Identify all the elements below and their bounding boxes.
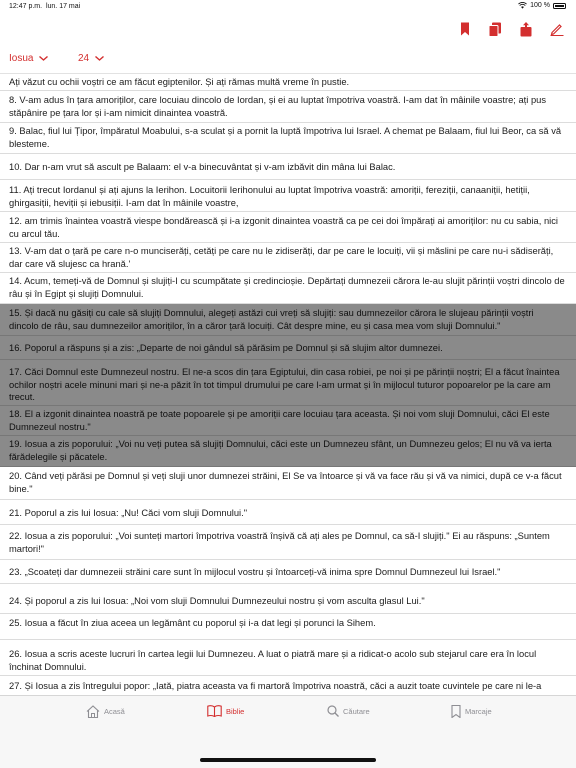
copy-icon[interactable] xyxy=(486,20,504,38)
divider xyxy=(0,303,576,304)
verse-item[interactable]: 21. Poporul a zis lui Iosua: „Nu! Căci vom sluji Domnului." xyxy=(9,508,248,518)
divider xyxy=(0,405,576,406)
home-indicator xyxy=(200,758,376,762)
verse-list xyxy=(0,74,576,695)
divider xyxy=(0,524,576,525)
verse-item[interactable]: 14. Acum, temeți-vă de Domnul și slujiți-I cu scumpătate și credincioșie. Depărtați dumnezeii cărora le-au slujit părinții voștri dincolo de râu și în Egipt și slujiți Domnului. xyxy=(9,276,565,299)
chapter-selector[interactable] xyxy=(78,53,104,64)
status-time: 12:47 p.m. xyxy=(9,3,43,10)
verse-item[interactable]: 9. Balac, fiul lui Țipor, împăratul Moabului, s-a sculat și a pornit la luptă împotriva lui Israel. A chemat pe Balaam, fiul lui Beor, ca să vă blesteme. xyxy=(9,126,562,149)
divider xyxy=(0,675,576,676)
battery-icon xyxy=(553,3,566,9)
verse-item[interactable]: 24. Și poporul a zis lui Iosua: „Noi vom sluji Domnului Dumnezeului nostru și vom asculta glasul Lui." xyxy=(9,596,425,606)
battery-percent: 100 % xyxy=(530,2,550,9)
share-icon[interactable] xyxy=(517,20,535,38)
divider xyxy=(0,639,576,640)
book-icon xyxy=(207,705,222,717)
verse-item[interactable]: Ați văzut cu ochii voștri ce am făcut egiptenilor. Și ați rămas multă vreme în pustie. xyxy=(9,77,350,87)
divider xyxy=(0,359,576,360)
divider xyxy=(0,435,576,436)
verse-item[interactable]: 12. am trimis înaintea voastră viespe bondărească și i-a izgonit dinaintea voastră ca pe cei doi împărați ai amoriților: nu cu sabia, nici cu arcul tău. xyxy=(9,216,558,239)
chevron-down-icon xyxy=(95,56,104,61)
wifi-icon xyxy=(518,2,527,9)
book-name: Iosua xyxy=(9,53,34,64)
status-bar xyxy=(0,0,576,14)
verse-item[interactable]: 17. Căci Domnul este Dumnezeul nostru. El ne-a scos din țara Egiptului, din casa robiei, pe noi și pe părinții noștri; El a făcut înaintea ochilor noștri acele minuni mari și ne-a păzit în tot timpul drumului pe care l-am urmat și în mijlocul tuturor popoarelor pe la care am trecut. xyxy=(9,367,560,403)
verse-item[interactable]: 15. Și dacă nu găsiți cu cale să slujiți Domnului, alegeți astăzi cui vreți să slujiți: sau dumnezeilor cărora le slujeau părinții voștri dincolo de râu, sau dumnezeilor amoriților, în a căror țară locuiți. Cât despre mine, eu și casa mea vom sluji Domnului." xyxy=(9,308,534,331)
top-toolbar xyxy=(0,14,576,44)
divider xyxy=(0,242,576,243)
verse-item[interactable]: 19. Iosua a zis poporului: „Voi nu veți putea să slujiți Domnului, căci este un Dumnezeu sfânt, un Dumnezeu gelos; El nu vă va ierta fărădelegile și păcatele. xyxy=(9,439,552,462)
divider xyxy=(0,122,576,123)
tab-home[interactable] xyxy=(86,705,125,718)
divider xyxy=(0,211,576,212)
chevron-down-icon xyxy=(39,56,48,61)
verse-item[interactable]: 27. Și Iosua a zis întregului popor: „Iată, piatra aceasta va fi martoră împotriva noastră, căci a auzit toate cuvintele pe care ni le-a xyxy=(9,681,542,691)
book-selector[interactable] xyxy=(9,53,48,64)
divider xyxy=(0,335,576,336)
bookmark-icon[interactable] xyxy=(456,20,474,38)
tab-label: Marcaje xyxy=(465,707,492,716)
home-icon xyxy=(86,705,100,718)
chapter-number: 24 xyxy=(78,53,90,64)
book-chapter-selector xyxy=(0,44,576,74)
bookmark-icon xyxy=(451,705,461,718)
verse-item[interactable]: 20. Când veți părăsi pe Domnul și veți sluji unor dumnezei străini, El Se va întoarce și vă va face rău și vă va nimici, după ce v-a făcut bine." xyxy=(9,471,562,494)
verse-item[interactable]: 26. Iosua a scris aceste lucruri în cartea legii lui Dumnezeu. A luat o piatră mare și a ridicat-o acolo sub stejarul care era în locul închinat Domnului. xyxy=(9,649,537,672)
divider xyxy=(0,272,576,273)
tab-label: Căutare xyxy=(343,706,370,716)
divider xyxy=(0,613,576,614)
verse-item[interactable]: 18. El a izgonit dinaintea noastră pe toate popoarele și pe amoriții care locuiau țara aceasta. Și noi vom sluji Domnului, căci El este Dumnezeul nostru." xyxy=(9,409,550,432)
tab-bookmarks[interactable] xyxy=(451,705,492,718)
divider xyxy=(0,153,576,154)
verse-item[interactable]: 8. V-am adus în țara amoriților, care locuiau dincolo de Iordan, și ei au luptat împotriva voastră. I-am dat în mâinile voastre; ați pus stăpânire pe țara lor și i-am nimicit dinaintea voastră. xyxy=(9,95,547,118)
tab-label: Biblie xyxy=(226,706,245,716)
divider xyxy=(0,466,576,467)
search-icon xyxy=(327,705,339,717)
tab-bible[interactable] xyxy=(207,705,244,717)
verse-item[interactable]: 22. Iosua a zis poporului: „Voi sunteți martori împotriva voastră înșivă că ați ales pe Domnul, ca să-I slujiți." Ei au răspuns: „Suntem martori!" xyxy=(9,531,550,554)
verse-item[interactable]: 25. Iosua a făcut în ziua aceea un legământ cu poporul și i-a dat legi și porunci la Sihem. xyxy=(9,618,376,628)
divider xyxy=(0,583,576,584)
status-date: lun. 17 mai xyxy=(45,3,81,10)
divider xyxy=(0,179,576,180)
divider xyxy=(0,90,576,91)
divider xyxy=(0,499,576,500)
tab-label: Acasă xyxy=(104,707,125,716)
verse-item[interactable]: 23. „Scoateți dar dumnezeii străini care sunt în mijlocul vostru și întoarceți-vă inima spre Domnul Dumnezeul lui Israel." xyxy=(9,567,501,577)
tab-search[interactable] xyxy=(327,705,370,717)
verse-item[interactable]: 16. Poporul a răspuns și a zis: „Departe de noi gândul să părăsim pe Domnul și să slujim altor dumnezei. xyxy=(9,343,443,353)
divider xyxy=(0,559,576,560)
verse-item[interactable]: 13. V-am dat o țară pe care n-o munciserăți, cetăți pe care nu le zidiserăți, dar pe care le locuiți, vii și măslini pe care nu-i sădiserăți, dar care vă slujesc ca hrană.' xyxy=(9,246,554,269)
verse-item[interactable]: 10. Dar n-am vrut să ascult pe Balaam: el v-a binecuvântat și v-am izbăvit din mâna lui Balac. xyxy=(9,162,396,172)
edit-icon[interactable] xyxy=(548,20,566,38)
verse-item[interactable]: 11. Ați trecut Iordanul și ați ajuns la Ierihon. Locuitorii Ierihonului au luptat împotriva voastră: amoriții, fereziții, canaaniții, hetiții, ghirgasiții, heviții și iebusiții. I-am dat în mâinile voastre, xyxy=(9,185,530,208)
